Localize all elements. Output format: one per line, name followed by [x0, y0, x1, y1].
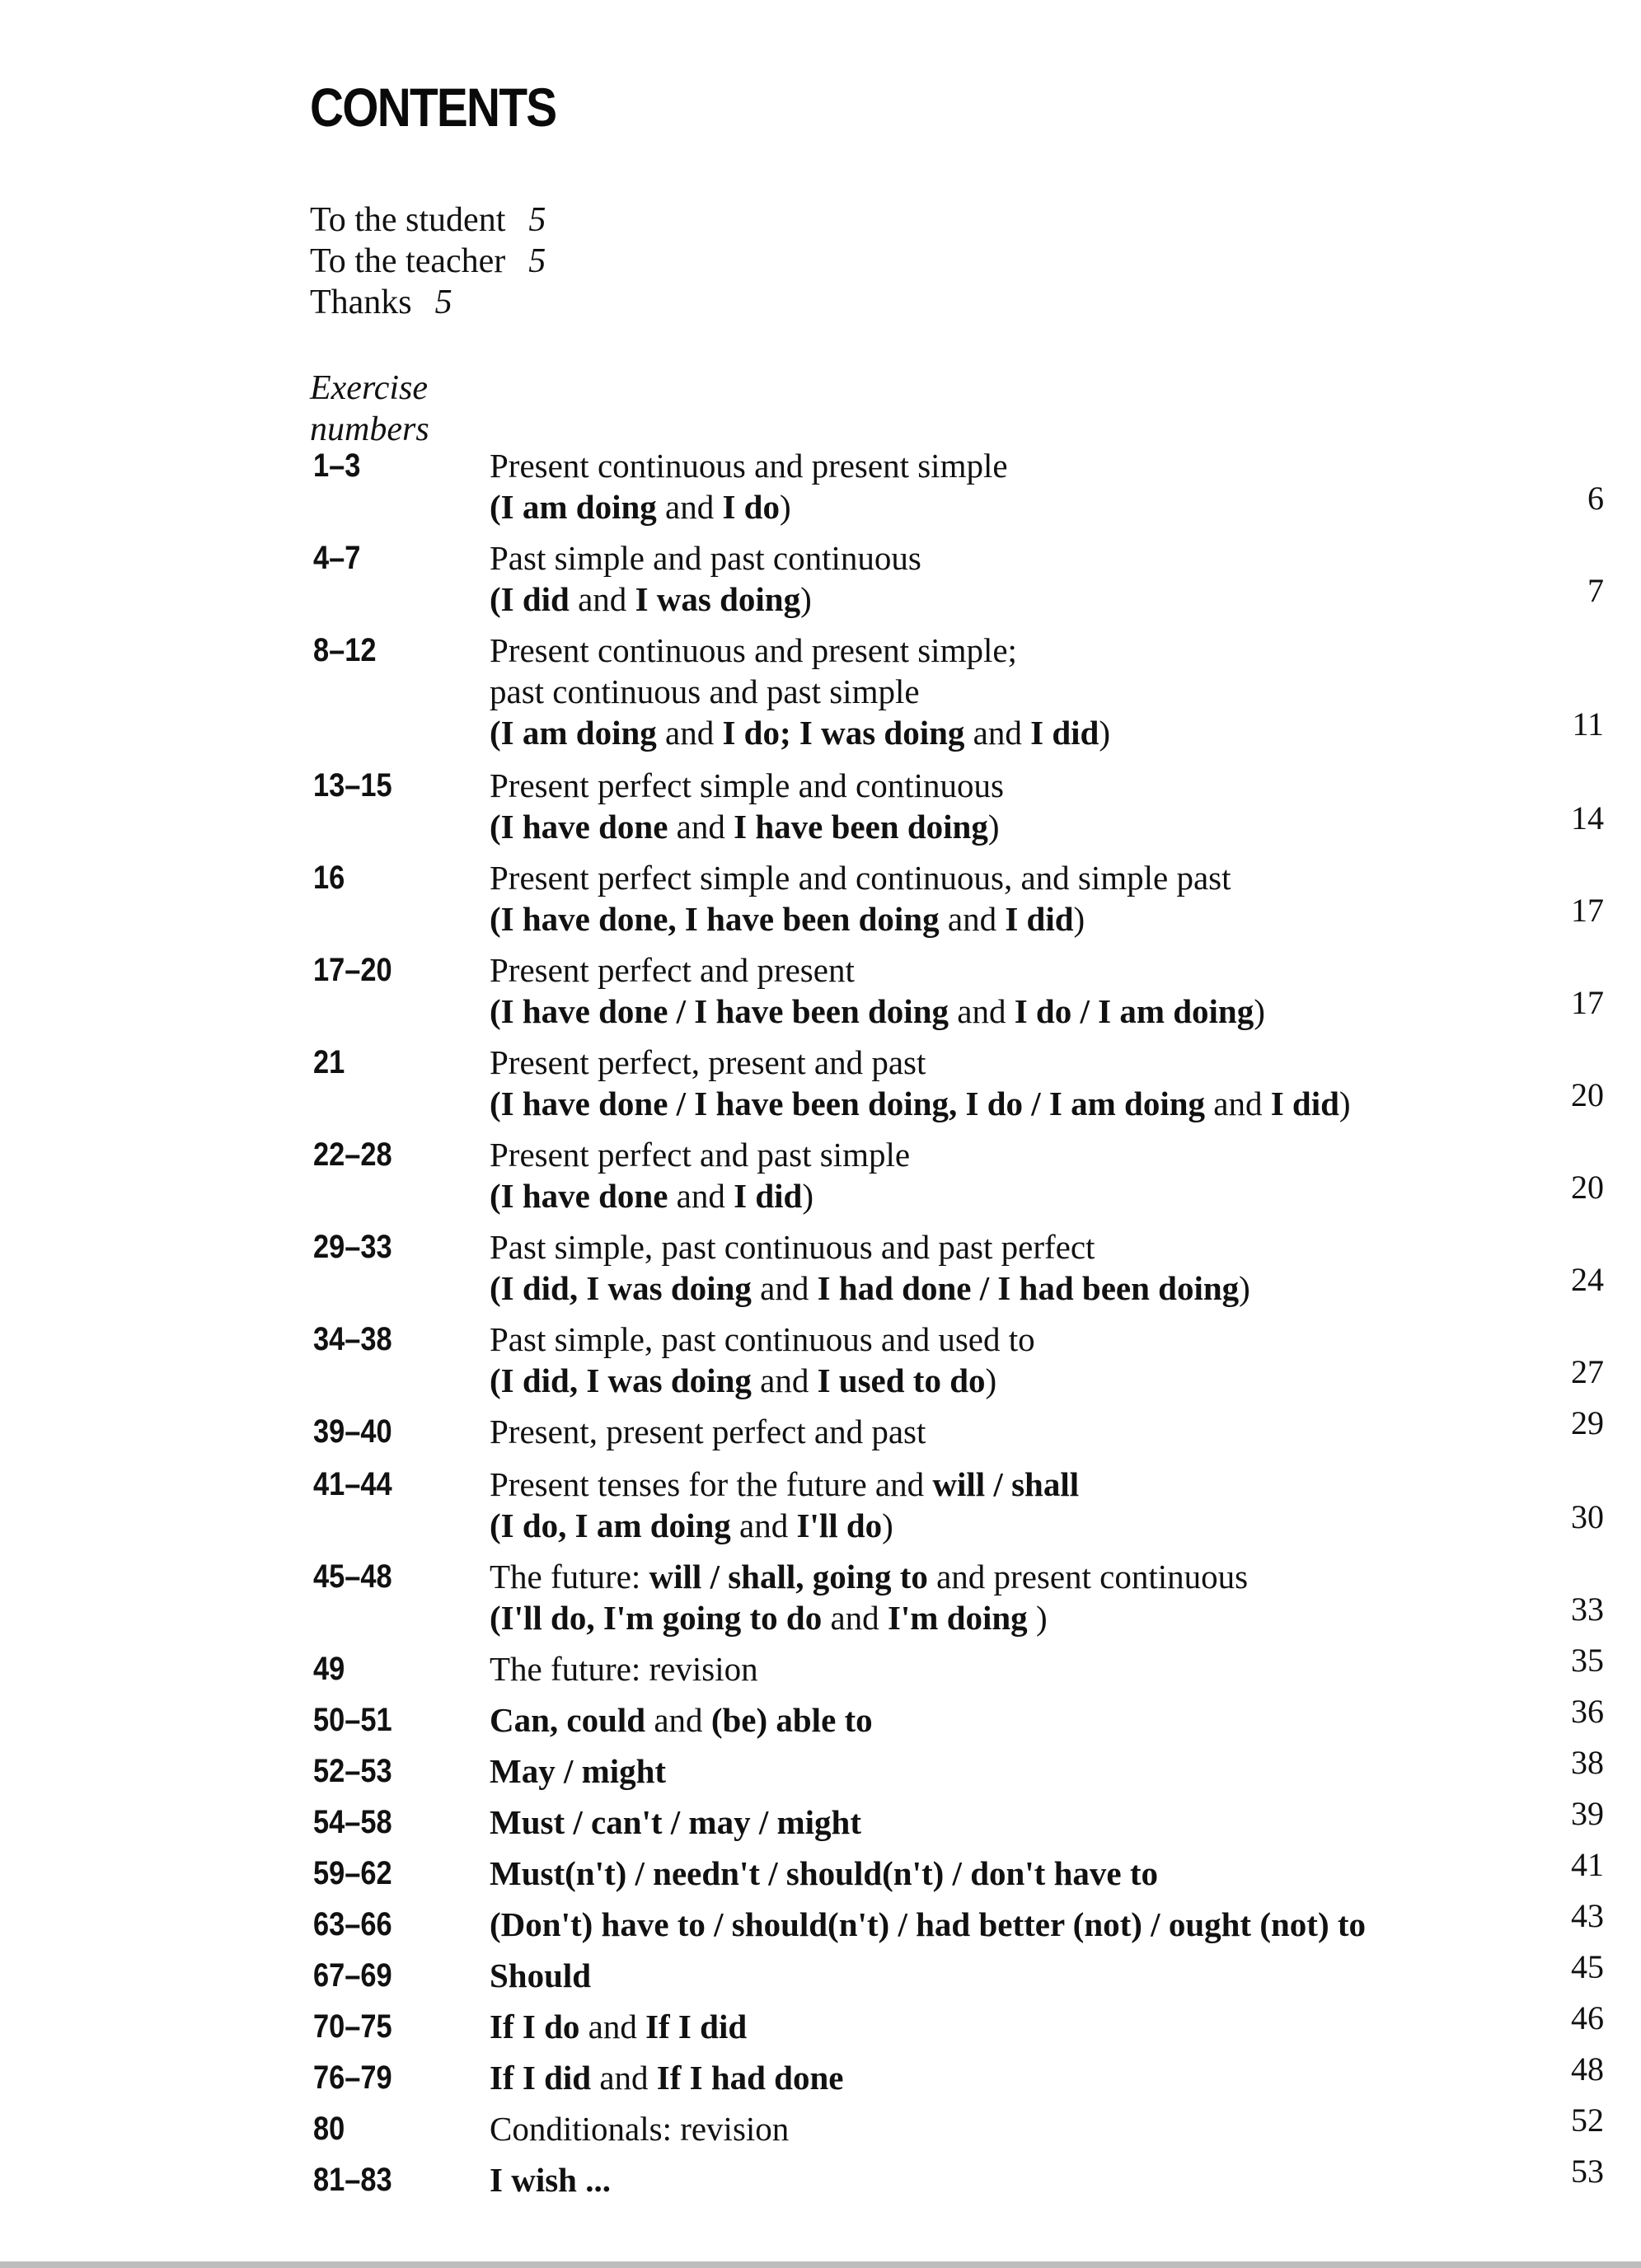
front-matter-label: To the teacher [310, 242, 506, 280]
bold-example: If I did [490, 2059, 592, 2097]
description-line [490, 1464, 1495, 1505]
exercise-numbers: 70–75 [313, 2008, 392, 2045]
bold-example: Can, could [490, 1701, 646, 1739]
description-line [490, 1134, 1495, 1175]
description-line [490, 898, 1495, 940]
bold-example: (I did, I was doing [490, 1269, 752, 1307]
page-number: 11 [1572, 705, 1604, 743]
exercise-numbers: 4–7 [313, 540, 361, 576]
exercise-numbers: 80 [313, 2111, 345, 2147]
description-text: Present perfect simple and continuous [490, 766, 1004, 804]
exercise-numbers: 52–53 [313, 1753, 392, 1789]
bold-example: I did [1270, 1085, 1339, 1122]
page-number: 33 [1571, 1591, 1604, 1628]
bold-example: (be) able to [710, 1701, 873, 1739]
bold-example: will / shall, going to [649, 1558, 928, 1596]
description-text: ) [802, 1177, 813, 1215]
entry-description [490, 1411, 1495, 1452]
description-text: Past simple and past continuous [490, 539, 921, 577]
bold-example: (I'll do, I'm going to do [490, 1599, 823, 1637]
description-line [490, 2108, 1495, 2149]
description-text: and [656, 488, 723, 526]
bold-example: will / shall [932, 1465, 1080, 1503]
page-number: 17 [1571, 892, 1604, 929]
description-line [490, 579, 1495, 620]
page-title: CONTENTS [310, 77, 556, 138]
description-text: Past simple, past continuous and past perfect [490, 1228, 1095, 1266]
description-text: Present tenses for the future and [490, 1465, 933, 1503]
description-line [490, 857, 1495, 898]
description-line [490, 1556, 1495, 1597]
exercise-numbers: 39–40 [313, 1413, 392, 1450]
entry-description [490, 949, 1495, 1032]
exercise-numbers: 13–15 [313, 767, 392, 804]
description-line [490, 1955, 1495, 1996]
description-line [490, 1802, 1495, 1843]
page-number: 6 [1587, 480, 1604, 517]
exercise-numbers: 49 [313, 1651, 345, 1687]
exercise-numbers: 29–33 [313, 1229, 392, 1265]
exercise-numbers: 63–66 [313, 1906, 392, 1942]
bold-example: (Don't) have to / should(n't) / had better (not) / ought (not) to [490, 1905, 1366, 1943]
description-text: Present perfect and present [490, 951, 855, 989]
description-text: Present continuous and present simple; [490, 631, 1017, 669]
entry-description [490, 1556, 1495, 1638]
description-text: and [656, 714, 723, 752]
description-line [490, 1597, 1495, 1638]
description-text: ) [985, 1361, 997, 1399]
description-text: and [1205, 1085, 1271, 1122]
page-number: 24 [1571, 1261, 1604, 1298]
description-text: ) [1099, 714, 1110, 752]
description-text: and [645, 1701, 711, 1739]
bold-example: (I have done, I have been doing [490, 900, 940, 938]
front-matter-label: To the student [310, 201, 506, 239]
page-number: 46 [1571, 1999, 1604, 2036]
bold-example: I do / I am doing [1014, 992, 1254, 1030]
front-matter-page: 5 [528, 242, 546, 280]
page-number: 41 [1571, 1846, 1604, 1883]
description-text: and [579, 2008, 646, 2045]
description-text: and [751, 1361, 818, 1399]
bold-example: (I have done [490, 808, 668, 846]
description-line [490, 671, 1495, 712]
page-number: 14 [1571, 799, 1604, 836]
page-number: 17 [1571, 984, 1604, 1021]
entry-description [490, 1904, 1495, 1945]
entry-description [490, 1042, 1495, 1124]
description-line [490, 486, 1495, 527]
bold-example: Must(n't) / needn't / should(n't) / don't have to [490, 1854, 1158, 1892]
bold-example: (I have done [490, 1177, 668, 1215]
bold-example: I do [722, 488, 780, 526]
bottom-scan-edge [0, 2261, 1641, 2268]
entry-description [490, 1955, 1495, 1996]
description-text: ) [1073, 900, 1085, 938]
page-number: 27 [1571, 1353, 1604, 1390]
description-line [490, 1411, 1495, 1452]
description-text: and [569, 580, 635, 618]
page-number: 7 [1587, 572, 1604, 609]
description-text: Conditionals: revision [490, 2110, 790, 2148]
entry-description [490, 1464, 1495, 1546]
entry-description [490, 2108, 1495, 2149]
bold-example: If I did [645, 2008, 748, 2045]
description-text: ) [800, 580, 812, 618]
entry-description [490, 630, 1495, 753]
description-text: Present, present perfect and past [490, 1413, 926, 1450]
page-number: 35 [1571, 1642, 1604, 1679]
bold-example: (I am doing [490, 714, 657, 752]
bold-example: I did [1005, 900, 1074, 938]
entry-description [490, 1750, 1495, 1792]
description-text: and [939, 900, 1006, 938]
description-line [490, 712, 1495, 753]
description-text: and [964, 714, 1031, 752]
exercise-numbers: 34–38 [313, 1321, 392, 1357]
description-text: ) [1239, 1269, 1250, 1307]
page-number: 48 [1571, 2050, 1604, 2088]
exercise-numbers: 76–79 [313, 2059, 392, 2096]
description-text: and present continuous [927, 1558, 1249, 1596]
description-text: and [668, 808, 734, 846]
bold-example: (I am doing [490, 488, 657, 526]
bold-example: I was doing [635, 580, 801, 618]
exercise-numbers: 8–12 [313, 632, 377, 668]
exercise-header-line: Exercise [310, 369, 429, 407]
exercise-numbers: 59–62 [313, 1855, 392, 1891]
page-number: 29 [1571, 1404, 1604, 1441]
entry-description [490, 1853, 1495, 1894]
bold-example: Must / can't / may / might [490, 1803, 861, 1841]
bold-example: I wish ... [490, 2161, 611, 2199]
description-text: and [591, 2059, 657, 2097]
description-line [490, 806, 1495, 847]
description-line [490, 949, 1495, 991]
bold-example: If I do [490, 2008, 580, 2045]
description-text: and [668, 1177, 734, 1215]
page-number: 20 [1571, 1169, 1604, 1206]
description-line [490, 1699, 1495, 1741]
description-text: and [822, 1599, 888, 1637]
description-text: The future: [490, 1558, 649, 1596]
exercise-numbers: 45–48 [313, 1558, 392, 1595]
description-text: and [730, 1507, 797, 1544]
description-line [490, 445, 1495, 486]
entry-description [490, 2006, 1495, 2047]
exercise-numbers: 22–28 [313, 1136, 392, 1173]
bold-example: May / might [490, 1752, 667, 1790]
description-text: and [949, 992, 1015, 1030]
description-line [490, 1042, 1495, 1083]
page-number: 53 [1571, 2153, 1604, 2190]
description-line [490, 1360, 1495, 1401]
description-text: Present perfect and past simple [490, 1136, 911, 1174]
page-number: 39 [1571, 1795, 1604, 1832]
bold-example: I had done / I had been doing [817, 1269, 1240, 1307]
bold-example: (I have done / I have been doing [490, 992, 949, 1030]
bold-example: (I do, I am doing [490, 1507, 731, 1544]
front-matter-page: 5 [434, 284, 452, 321]
bold-example: (I did, I was doing [490, 1361, 752, 1399]
bold-example: If I had done [656, 2059, 844, 2097]
bold-example: I did [734, 1177, 803, 1215]
page-number: 45 [1571, 1948, 1604, 1985]
exercise-numbers: 41–44 [313, 1466, 392, 1502]
description-line [490, 1083, 1495, 1124]
bold-example: Should [490, 1956, 592, 1994]
page-number: 20 [1571, 1076, 1604, 1113]
exercise-numbers: 67–69 [313, 1957, 392, 1994]
bold-example: (I have done / I have been doing, I do / I am doing [490, 1085, 1206, 1122]
page-number: 52 [1571, 2102, 1604, 2139]
page-number: 43 [1571, 1897, 1604, 1934]
description-line [490, 2006, 1495, 2047]
entry-description [490, 1699, 1495, 1741]
description-text: ) [1339, 1085, 1351, 1122]
front-matter-label: Thanks [310, 284, 412, 321]
description-line [490, 630, 1495, 671]
entry-description [490, 445, 1495, 527]
description-line [490, 991, 1495, 1032]
description-text: ) [1027, 1599, 1048, 1637]
description-text: Past simple, past continuous and used to [490, 1320, 1035, 1358]
exercise-numbers: 21 [313, 1044, 345, 1080]
bold-example: I'll do [796, 1507, 883, 1544]
entry-description [490, 2159, 1495, 2200]
exercise-numbers: 16 [313, 860, 345, 896]
entry-description [490, 1319, 1495, 1401]
description-line [490, 2057, 1495, 2098]
exercise-numbers: 54–58 [313, 1804, 392, 1840]
description-line [490, 537, 1495, 579]
entry-description [490, 857, 1495, 940]
description-line [490, 765, 1495, 806]
exercise-numbers: 81–83 [313, 2162, 392, 2198]
description-line [490, 2159, 1495, 2200]
entry-description [490, 1648, 1495, 1689]
bold-example: I used to do [817, 1361, 986, 1399]
exercise-numbers: 50–51 [313, 1702, 392, 1738]
page-number: 38 [1571, 1744, 1604, 1781]
description-line [490, 1268, 1495, 1309]
description-line [490, 1904, 1495, 1945]
entry-description [490, 1802, 1495, 1843]
entry-description [490, 1226, 1495, 1309]
entry-description [490, 2057, 1495, 2098]
description-text: The future: revision [490, 1650, 758, 1688]
description-text: Present perfect, present and past [490, 1043, 926, 1081]
entry-description [490, 1134, 1495, 1216]
bold-example: I have been doing [734, 808, 988, 846]
page-number: 36 [1571, 1693, 1604, 1730]
entry-description [490, 537, 1495, 620]
description-text: ) [1254, 992, 1265, 1030]
entry-description [490, 765, 1495, 847]
description-text: ) [779, 488, 791, 526]
description-text: past continuous and past simple [490, 672, 920, 710]
exercise-numbers: 17–20 [313, 952, 392, 988]
description-line [490, 1226, 1495, 1268]
description-text: and [751, 1269, 818, 1307]
description-text: Present continuous and present simple [490, 447, 1008, 485]
bold-example: I'm doing [887, 1599, 1028, 1637]
description-text: ) [987, 808, 1000, 846]
description-line [490, 1648, 1495, 1689]
exercise-header-line: numbers [310, 410, 429, 448]
exercise-numbers: 1–3 [313, 448, 361, 484]
page-number: 30 [1571, 1498, 1604, 1535]
description-line [490, 1750, 1495, 1792]
description-line [490, 1505, 1495, 1546]
bold-example: (I did [490, 580, 570, 618]
description-line [490, 1175, 1495, 1216]
description-line [490, 1319, 1495, 1360]
description-text: Present perfect simple and continuous, and simple past [490, 859, 1231, 897]
front-matter-page: 5 [528, 201, 546, 239]
bold-example: I do; I was doing [722, 714, 965, 752]
description-text: ) [882, 1507, 893, 1544]
bold-example: I did [1030, 714, 1099, 752]
description-line [490, 1853, 1495, 1894]
